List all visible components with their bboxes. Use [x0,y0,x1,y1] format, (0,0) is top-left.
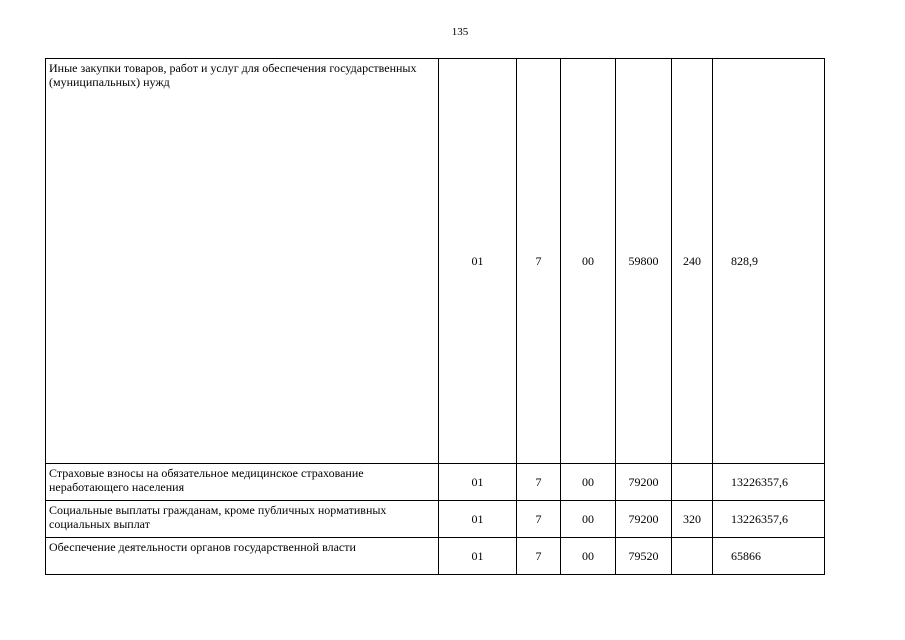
expense-type-code: 320 [672,501,713,538]
subprogram-code: 00 [561,464,616,501]
expense-type-code [672,538,713,575]
program-code: 7 [517,501,561,538]
section-code: 01 [439,538,517,575]
direction-code: 79200 [616,501,672,538]
program-code: 7 [517,538,561,575]
amount-value: 828,9 [713,59,825,464]
amount-value: 13226357,6 [713,464,825,501]
section-code: 01 [439,59,517,464]
expense-type-code: 240 [672,59,713,464]
row-description: Страховые взносы на обязательное медицинское страхование неработающего населения [46,464,439,501]
section-code: 01 [439,501,517,538]
budget-table [45,58,825,575]
section-code: 01 [439,464,517,501]
direction-code: 79200 [616,464,672,501]
row-description: Социальные выплаты гражданам, кроме публичных нормативных социальных выплат [46,501,439,538]
program-code: 7 [517,464,561,501]
row-description: Иные закупки товаров, работ и услуг для обеспечения государственных (муниципальных) нужд [46,59,439,464]
subprogram-code: 00 [561,538,616,575]
amount-value: 65866 [713,538,825,575]
program-code: 7 [517,59,561,464]
page-number: 135 [451,26,469,38]
table-row [46,538,825,575]
subprogram-code: 00 [561,501,616,538]
subprogram-code: 00 [561,59,616,464]
table-row [46,464,825,501]
table-row [46,501,825,538]
table-row [46,59,825,464]
amount-value: 13226357,6 [713,501,825,538]
row-description: Обеспечение деятельности органов государственной власти [46,538,439,575]
direction-code: 79520 [616,538,672,575]
expense-type-code [672,464,713,501]
direction-code: 59800 [616,59,672,464]
